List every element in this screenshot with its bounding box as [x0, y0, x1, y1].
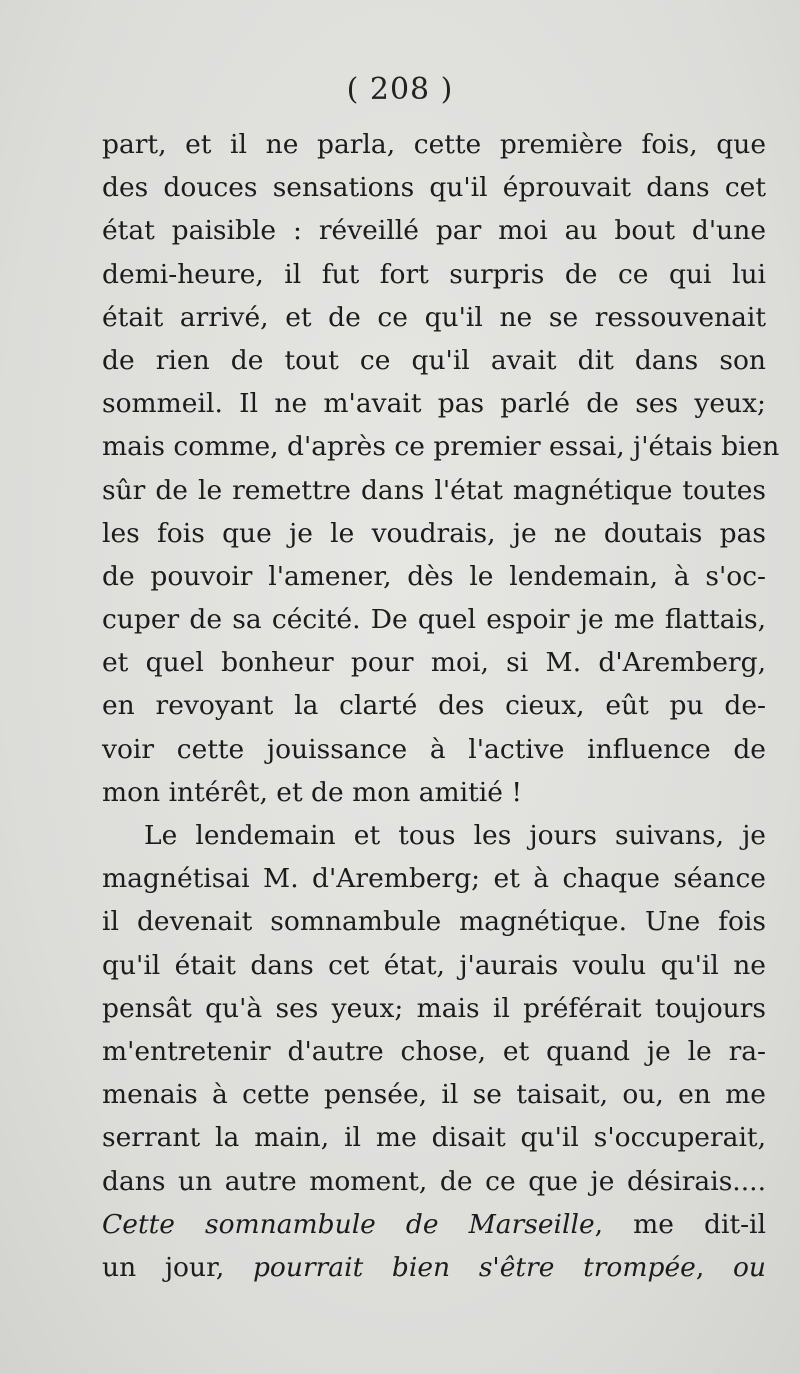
text-line: m'entretenir d'autre chose, et quand je le ra-	[102, 1035, 766, 1067]
text-line-mixed	[102, 1246, 766, 1289]
text-line: voir cette jouissance à l'active influence de	[102, 733, 766, 765]
text-line: les fois que je le voudrais, je ne doutais pas	[102, 517, 766, 549]
text-line: de rien de tout ce qu'il avait dit dans son	[102, 344, 766, 376]
paragraph-end-line: mon intérêt, et de mon amitié !	[102, 776, 522, 808]
text-line: mais comme, d'après ce premier essai, j'étais bien	[102, 431, 780, 463]
text-line: sûr de le remettre dans l'état magnétique toutes	[102, 474, 766, 506]
roman-phrase: , me dit-il	[594, 1208, 766, 1240]
text-line: part, et il ne parla, cette première fois, que	[102, 129, 766, 160]
text-line: il devenait somnambule magnétique. Une fois	[102, 906, 766, 938]
text-line: cuper de sa cécité. De quel espoir je me flattais,	[102, 604, 766, 636]
text-line: magnétisai M. d'Aremberg; et à chaque séance	[102, 863, 766, 895]
italic-phrase: Cette somnambule de Marseille	[102, 1208, 595, 1240]
roman-phrase: ,	[695, 1251, 733, 1283]
text-line: qu'il était dans cet état, j'aurais voulu qu'il ne	[102, 949, 766, 981]
page-number: ( 208 )	[346, 72, 454, 107]
roman-phrase: un jour,	[102, 1251, 253, 1283]
text-line: était arrivé, et de ce qu'il ne se ressouvenait	[102, 301, 766, 333]
italic-phrase: pourrait bien s'être trompée	[252, 1251, 696, 1283]
text-line: état paisible : réveillé par moi au bout d'une	[102, 215, 766, 247]
text-line: demi-heure, il fut fort surpris de ce qui lui	[102, 258, 766, 290]
text-line: serrant la main, il me disait qu'il s'occuperait,	[102, 1122, 766, 1154]
text-line: en revoyant la clarté des cieux, eût pu de-	[102, 690, 766, 722]
paragraph-start-line: Le lendemain et tous les jours suivans, je	[144, 820, 766, 851]
italic-phrase: ou	[732, 1251, 766, 1283]
text-line: menais à cette pensée, il se taisait, ou, en me	[102, 1079, 766, 1111]
text-line: dans un autre moment, de ce que je désirais....	[102, 1165, 766, 1197]
text-line: et quel bonheur pour moi, si M. d'Aremberg,	[102, 647, 766, 679]
text-line-mixed	[102, 1203, 766, 1246]
text-line: des douces sensations qu'il éprouvait dans cet	[102, 172, 766, 204]
text-line: de pouvoir l'amener, dès le lendemain, à s'oc-	[102, 560, 766, 592]
body-text	[102, 123, 780, 1289]
text-line: pensât qu'à ses yeux; mais il préférait toujours	[102, 992, 766, 1024]
text-line: sommeil. Il ne m'avait pas parlé de ses yeux;	[102, 388, 766, 420]
